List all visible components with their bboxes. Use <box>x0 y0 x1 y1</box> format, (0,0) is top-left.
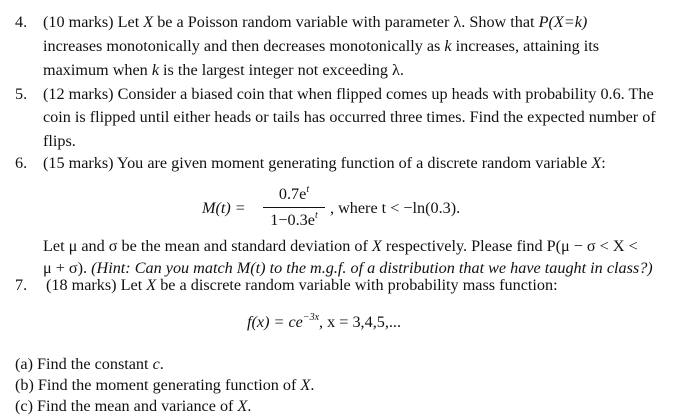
part-c-end: . <box>247 397 252 415</box>
problem4-line2 <box>43 36 599 56</box>
part-a-text: (a) Find the constant <box>15 355 149 373</box>
problem7-part-b <box>15 375 314 395</box>
problem7-part-a <box>15 354 164 374</box>
problem4-var-x: X <box>143 13 154 31</box>
mgf-fraction-bar <box>263 207 325 208</box>
problem7-line1 <box>46 275 558 295</box>
part-c-var: X <box>237 397 248 415</box>
part-a-end: . <box>159 355 164 373</box>
problem7-line1-b: be a discrete random variable with probability mass function: <box>160 276 558 294</box>
problem5-number: 5. <box>15 85 28 103</box>
mgf-denominator <box>261 211 327 230</box>
part-b-end: . <box>310 376 315 394</box>
mgf-where-clause: , where t < −ln(0.3). <box>330 199 461 217</box>
problem7-number: 7. <box>15 276 28 294</box>
problem4-line2-end: increases, attaining its <box>455 37 600 55</box>
mgf-equation <box>202 183 502 237</box>
mgf-denominator-text: 1−0.3e <box>270 211 315 229</box>
problem7-var-x: X <box>146 276 157 294</box>
pmf-exponent: −3x <box>302 312 320 323</box>
problem6-var-x-2: X <box>371 237 382 255</box>
part-b-var: X <box>300 376 311 394</box>
problem6-number: 6. <box>15 154 28 172</box>
problem5-line3: flips. <box>43 132 76 150</box>
problem4-line2-text: increases monotonically and then decreases monotonically as <box>43 37 441 55</box>
problem4-text-a: Let <box>117 13 140 31</box>
problem6-line2-a: Let μ and σ be the mean and standard deviation of <box>43 237 368 255</box>
problem6-colon: : <box>601 154 606 172</box>
problem4-line3 <box>43 60 404 80</box>
problem4-pmf-expr: P(X=k) <box>538 13 588 31</box>
problem4-marks: (10 marks) <box>43 13 114 31</box>
part-b-text: (b) Find the moment generating function of <box>15 376 297 394</box>
problem6-line1 <box>43 153 606 173</box>
problem5-line2: coin is flipped until either heads or tails has occurred three times. Find the expected number of <box>43 108 656 126</box>
problem6-var-x: X <box>591 154 602 172</box>
part-c-text: (c) Find the mean and variance of <box>15 397 234 415</box>
problem6-line3-a: μ + σ). <box>43 259 88 277</box>
problem6-hint: (Hint: Can you match M(t) to the m.g.f. of a distribution that we have taught in class?) <box>91 259 653 277</box>
mgf-numerator-text: 0.7e <box>278 185 307 203</box>
problem7-line1-a: (18 marks) Let <box>46 276 143 294</box>
problem4-line3-b: is the largest integer not exceeding λ. <box>163 61 404 79</box>
part-a-var: c <box>152 355 160 373</box>
mgf-numerator-exp: t <box>306 184 310 195</box>
problem6-line1-text: (15 marks) You are given moment generating function of a discrete random variable <box>43 154 588 172</box>
pmf-rhs: , x = 3,4,5,... <box>319 313 402 331</box>
problem5-line1: (12 marks) Consider a biased coin that when flipped comes up heads with probability 0.6. The <box>43 85 654 103</box>
pmf-lhs: f(x) = ce <box>247 313 303 331</box>
problem4-number: 4. <box>15 13 28 31</box>
mgf-denominator-exp: t <box>314 210 318 221</box>
problem4-line1 <box>43 12 587 32</box>
problem4-var-k-2: k <box>151 61 159 79</box>
mgf-numerator <box>261 185 327 204</box>
problem4-text-b: be a Poisson random variable with parameter λ. Show that <box>157 13 535 31</box>
problem4-var-k: k <box>444 37 452 55</box>
problem7-part-c <box>15 396 251 416</box>
problem6-line2 <box>43 236 638 256</box>
problem4-line3-a: maximum when <box>43 61 148 79</box>
pmf-equation <box>247 313 401 332</box>
mgf-lhs: M(t) = <box>202 199 246 217</box>
problem6-line2-b: respectively. Please find P(μ − σ < X < <box>385 237 638 255</box>
